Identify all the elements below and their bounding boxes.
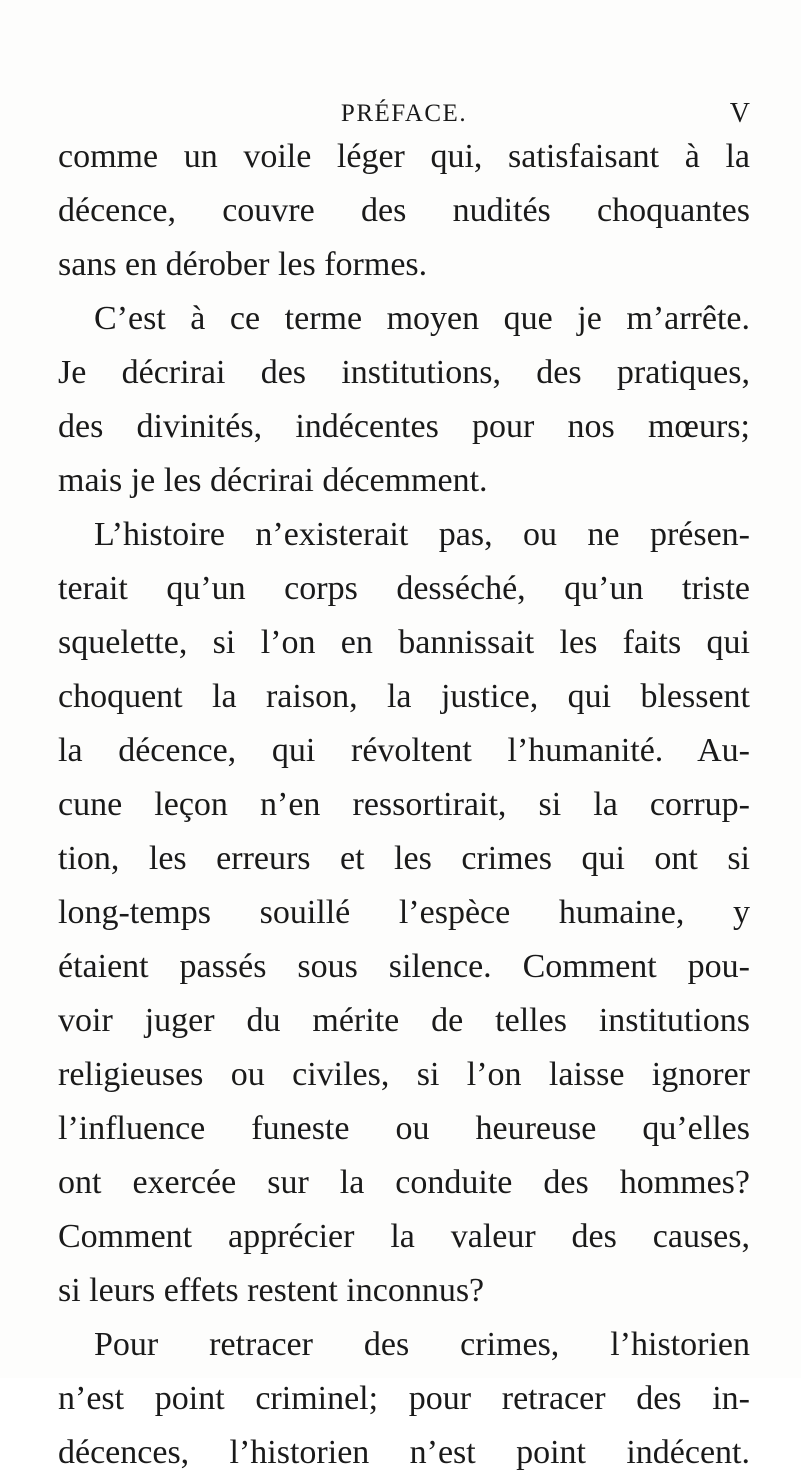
text-line: cune leçon n’en ressortirait, si la corrup- <box>58 786 750 823</box>
text-line: C’est à ce terme moyen que je m’arrête. <box>94 300 750 337</box>
text-line: décences, l’historien n’est point indécent. <box>58 1434 750 1471</box>
body-text <box>58 130 750 1480</box>
text-line: comme un voile léger qui, satisfaisant à la <box>58 138 750 175</box>
text-line: religieuses ou civiles, si l’on laisse ignorer <box>58 1056 750 1093</box>
text-line: n’est point criminel; pour retracer des in- <box>58 1380 750 1417</box>
text-line: si leurs effets restent inconnus? <box>58 1272 485 1309</box>
text-line: Comment apprécier la valeur des causes, <box>58 1218 750 1255</box>
running-head: PRÉFACE. <box>340 100 468 127</box>
text-line: décence, couvre des nudités choquantes <box>58 192 750 229</box>
text-line: squelette, si l’on en bannissait les faits qui <box>58 624 750 661</box>
text-line: la décence, qui révoltent l’humanité. Au- <box>58 732 750 769</box>
text-line: mais je les décrirai décemment. <box>58 462 488 499</box>
text-line: ont exercée sur la conduite des hommes? <box>58 1164 750 1201</box>
text-line: tion, les erreurs et les crimes qui ont si <box>58 840 750 877</box>
text-line: Pour retracer des crimes, l’historien <box>94 1326 750 1363</box>
text-line: L’histoire n’existerait pas, ou ne présen- <box>94 516 750 553</box>
page-number: V <box>729 98 750 129</box>
text-line: Je décrirai des institutions, des pratiques, <box>58 354 750 391</box>
text-line: voir juger du mérite de telles institutions <box>58 1002 750 1039</box>
text-line: long-temps souillé l’espèce humaine, y <box>58 894 750 931</box>
text-line: choquent la raison, la justice, qui blessent <box>58 678 750 715</box>
page-header <box>58 98 750 134</box>
text-line: sans en dérober les formes. <box>58 246 428 283</box>
text-line: l’influence funeste ou heureuse qu’elles <box>58 1110 750 1147</box>
text-line: des divinités, indécentes pour nos mœurs; <box>58 408 750 445</box>
text-line: étaient passés sous silence. Comment pou- <box>58 948 750 985</box>
text-line: terait qu’un corps desséché, qu’un triste <box>58 570 750 607</box>
